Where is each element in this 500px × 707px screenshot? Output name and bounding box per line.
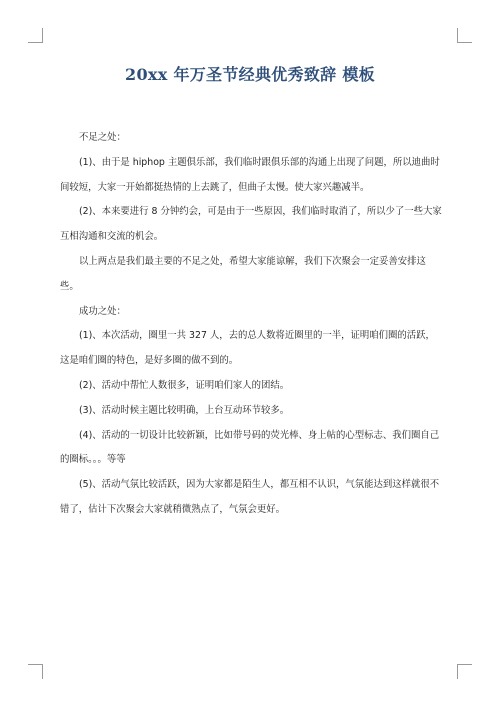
page-corner-mark-bottom-right xyxy=(457,664,472,679)
paragraph: (1)、本次活动，圈里一共 327 人，去的总人数将近圈里的一半，证明咱们圈的活跃，这是咱们圈的特色，是好多圈的做不到的。 xyxy=(60,330,435,367)
paragraph: (1)、由于是 hiphop 主题俱乐部，我们临时跟俱乐部的沟通上出现了问题，所以迪曲时间较短，大家一开始都挺热情的上去跳了，但曲子太慢。使大家兴趣减半。 xyxy=(60,156,440,193)
section-heading-successes: 成功之处： xyxy=(79,305,126,317)
page-corner-mark-bottom-left xyxy=(28,664,43,679)
paragraph: (5)、活动气氛比较活跃，因为大家都是陌生人，都互相不认识，气氛能达到这样就很不错了，估计下次聚会大家就稍微熟点了，气氛会更好。 xyxy=(60,479,440,515)
document-body xyxy=(60,126,443,523)
paragraph: 以上两点是我们最主要的不足之处，希望大家能谅解，我们下次聚会一定妥善安排这些。 xyxy=(60,255,426,292)
paragraph: (2)、活动中帮忙人数很多，证明咱们家人的团结。 xyxy=(79,379,290,391)
page-corner-mark-top-left xyxy=(28,28,43,43)
paragraph: (2)、本来要进行 8 分钟约会，可是由于一些原因，我们临时取消了，所以少了一些大家互相沟通和交流的机会。 xyxy=(60,206,442,243)
section-heading-shortcomings: 不足之处： xyxy=(79,132,126,143)
paragraph: (3)、活动时候主题比较明确，上台互动环节较多。 xyxy=(79,404,290,416)
paragraph: (4)、活动的一切设计比较新颖，比如带号码的荧光棒、身上帖的心型标志、我们圈自己的圈标。。。等等 xyxy=(60,429,440,466)
page-corner-mark-top-right xyxy=(457,28,472,43)
document-title: 20xx 年万圣节经典优秀致辞 模板 xyxy=(125,65,375,84)
